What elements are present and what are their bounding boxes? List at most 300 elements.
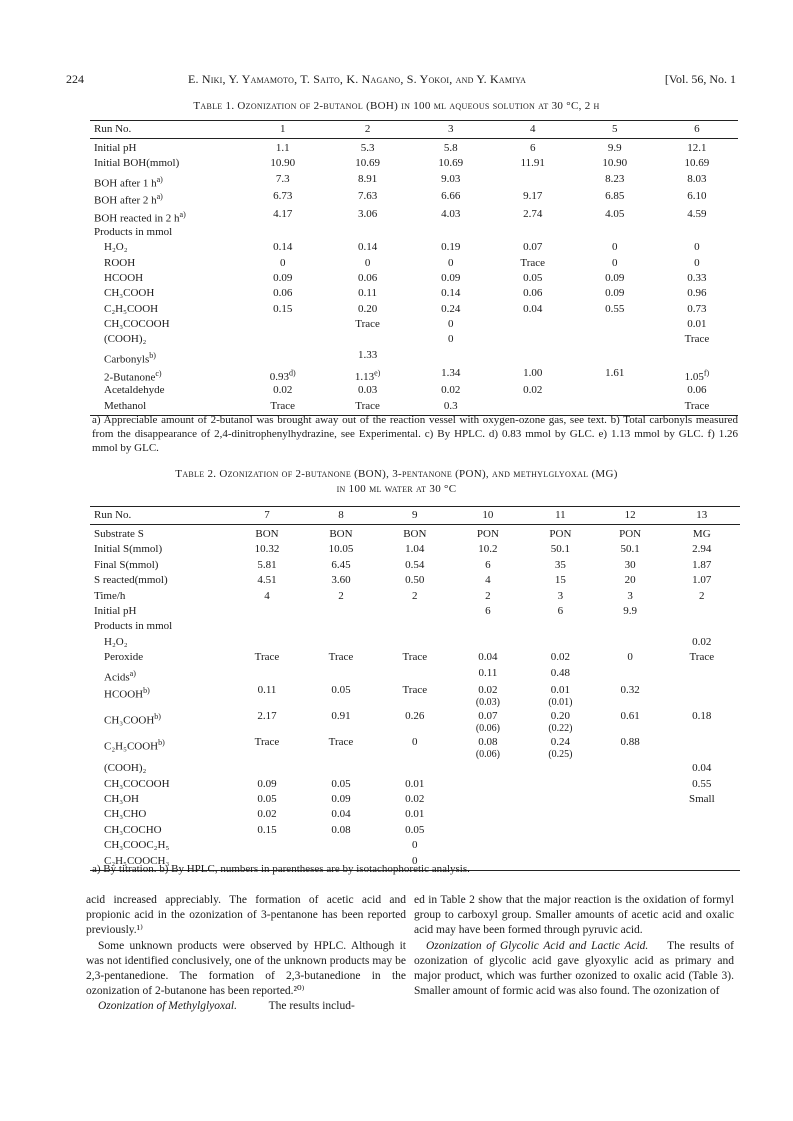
- cell-value: 0.04: [331, 808, 351, 821]
- table2-footnote-text: a) By titration. b) By HPLC, numbers in parentheses are by isotachophoretic analysis.: [92, 863, 470, 875]
- row-label: C₂H₅COOH: [104, 302, 159, 315]
- table2-caption-line2: in 100 ml water at 30 °C: [336, 483, 457, 495]
- table-cell: [410, 349, 492, 367]
- cell-value: 0.50: [405, 574, 425, 587]
- table-cell: [230, 667, 304, 685]
- cell-value: 2: [699, 589, 705, 602]
- table-row: [90, 808, 740, 823]
- table-row: [90, 157, 738, 172]
- cell-subvalue: (0.25): [548, 749, 573, 761]
- table-cell: [597, 710, 664, 736]
- table-cell: [574, 226, 656, 241]
- cell-value: 0.09: [257, 777, 277, 790]
- right-paragraph-2: [414, 939, 734, 1000]
- cell-value: 15: [554, 574, 566, 587]
- table-cell: [304, 636, 378, 651]
- table-cell: [664, 525, 740, 544]
- table-row: [90, 333, 738, 348]
- table-cell: [378, 824, 452, 839]
- cell-value: 12.1: [687, 142, 707, 154]
- table-cell: [325, 173, 409, 191]
- table-row: [90, 139, 738, 158]
- table1-col-header: 2: [325, 121, 409, 139]
- cell-value: Trace: [684, 333, 710, 346]
- table-cell: [597, 574, 664, 589]
- table-cell: [410, 257, 492, 272]
- methylglyoxal-heading: Ozonization of Methylglyoxal.: [98, 1000, 237, 1013]
- table-cell: [325, 190, 409, 208]
- cell-value: 1.04: [405, 543, 425, 556]
- table-cell: [452, 684, 524, 710]
- cell-value: 10.32: [254, 543, 280, 556]
- cell-value: 0: [612, 256, 618, 269]
- table-cell: [378, 839, 452, 854]
- row-label: C₂H₅COOCH₃: [90, 855, 230, 871]
- table2: [90, 506, 740, 871]
- row-label: Products in mmol: [94, 225, 173, 238]
- cell-value: Trace: [355, 318, 380, 331]
- table2-col-header: 7: [230, 507, 304, 525]
- table-cell: [240, 208, 325, 226]
- table-cell: [410, 139, 492, 158]
- table-row: [90, 173, 738, 191]
- cell-value: 6: [485, 604, 491, 617]
- table-row: [90, 793, 740, 808]
- table-cell: [230, 559, 304, 574]
- table-cell: [378, 778, 452, 793]
- cell-value: 4.03: [441, 208, 461, 221]
- table-cell: [492, 333, 574, 348]
- cell-value: 4.05: [605, 208, 625, 221]
- table-cell: [664, 620, 740, 635]
- table-cell: [410, 272, 492, 287]
- cell-value: 0.08: [331, 823, 351, 836]
- table-cell: [597, 620, 664, 635]
- cell-value: 0: [412, 839, 418, 852]
- table1-col-header: 5: [574, 121, 656, 139]
- cell-value: 0.04: [523, 302, 543, 315]
- row-label: BOH reacted in 2 $h^{a)}$: [94, 210, 186, 225]
- table-cell: [304, 525, 378, 544]
- table-cell: [452, 605, 524, 620]
- table-cell: [325, 241, 409, 256]
- table-cell: [230, 574, 304, 589]
- table-cell: [378, 684, 452, 710]
- cell-value: 0.20: [550, 710, 571, 723]
- table-cell: [574, 208, 656, 226]
- table-cell: [240, 241, 325, 256]
- table-cell: [240, 173, 325, 191]
- table-cell: [524, 762, 596, 777]
- table-cell: [325, 349, 409, 367]
- table-cell: [230, 605, 304, 620]
- table-cell: [597, 762, 664, 777]
- row-label: Initial S(mmol): [94, 543, 163, 556]
- table-cell: [664, 636, 740, 651]
- cell-value: 0: [412, 736, 418, 749]
- table-cell: [230, 525, 304, 544]
- cell-value: Trace: [520, 256, 546, 269]
- table-cell: [325, 333, 409, 348]
- table-cell: [574, 333, 656, 348]
- table-cell: [452, 574, 524, 589]
- table-cell: [656, 208, 738, 226]
- cell-value: BON: [403, 528, 427, 540]
- table-cell: [524, 605, 596, 620]
- table-cell: [230, 839, 304, 854]
- row-label: Carbonyls$^{b)}$: [104, 350, 156, 366]
- cell-value: 0.91: [331, 710, 351, 723]
- cell-value: 0.73: [687, 302, 707, 315]
- cell-value: 50.1: [620, 543, 640, 556]
- table-row: [90, 710, 740, 736]
- table-row: [90, 318, 738, 333]
- cell-value: Trace: [328, 651, 354, 664]
- cell-value: 0.05: [523, 271, 543, 284]
- table-cell: [452, 636, 524, 651]
- row-label: 2-Butanone$^{c)}$: [104, 368, 162, 384]
- table-cell: [664, 778, 740, 793]
- cell-value: BON: [255, 528, 279, 540]
- cell-value: 0.02: [405, 792, 425, 805]
- table-cell: [656, 190, 738, 208]
- table-cell: [410, 208, 492, 226]
- table-cell: [378, 543, 452, 558]
- table-cell: [325, 272, 409, 287]
- table-cell: [574, 349, 656, 367]
- table-cell: [230, 590, 304, 605]
- cell-value: 0.03: [357, 384, 378, 397]
- table-row: [90, 367, 738, 385]
- table-cell: [664, 684, 740, 710]
- cell-value: 0: [279, 256, 286, 269]
- cell-value: 0.01: [405, 777, 425, 790]
- row-label: Initial pH: [94, 142, 137, 154]
- table-cell: [492, 318, 574, 333]
- cell-value: 0: [447, 318, 454, 331]
- table-cell: [452, 559, 524, 574]
- cell-value: 0.18: [692, 710, 712, 723]
- cell-value: 0.32: [620, 684, 640, 697]
- cell-value: 0.15: [257, 823, 277, 836]
- table-cell: [410, 173, 492, 191]
- table-cell: [378, 793, 452, 808]
- cell-value: 0.24: [441, 302, 461, 315]
- table-row: [90, 525, 740, 544]
- table-cell: [664, 762, 740, 777]
- table-cell: [524, 824, 596, 839]
- table-cell: [410, 303, 492, 318]
- cell-value: 0.96: [687, 287, 707, 300]
- row-label: C₂H₅COOH$^{b)}$: [104, 738, 165, 753]
- table-cell: [492, 190, 574, 208]
- cell-value: 8.23: [605, 172, 625, 185]
- row-label: HCOOH$^{b)}$: [104, 686, 150, 701]
- page-number: 224: [66, 72, 84, 86]
- row-label: Methanol: [90, 400, 240, 416]
- cell-value: 2: [412, 589, 418, 602]
- table-cell: [378, 710, 452, 736]
- cell-value: 3: [627, 589, 633, 602]
- table-cell: [524, 651, 596, 666]
- table-cell: [410, 157, 492, 172]
- cell-value: 0.11: [257, 684, 277, 697]
- cell-value: 1.07: [692, 574, 712, 587]
- table-cell: [664, 574, 740, 589]
- table2-col-header: 12: [597, 507, 664, 525]
- table-cell: [230, 824, 304, 839]
- table1-caption: Table 1. Ozonization of 2-butanol (BOH) in 100 ml aqueous solution at 30 °C, 2 h: [193, 100, 600, 112]
- cell-value: 3: [557, 589, 564, 602]
- table-row: [90, 736, 740, 762]
- cell-value: 4: [264, 589, 270, 602]
- table-cell: [664, 793, 740, 808]
- cell-value: BON: [329, 528, 353, 540]
- row-label: Final S(mmol): [94, 558, 159, 571]
- cell-value: 5.81: [257, 558, 277, 571]
- row-label: Products in mmol: [94, 620, 173, 633]
- table-cell: [452, 710, 524, 736]
- table-cell: [574, 157, 656, 172]
- cell-value: 6.66: [441, 190, 461, 203]
- table-cell: [492, 349, 574, 367]
- cell-value: 0.93$^{d)}$: [269, 368, 296, 384]
- table-cell: [240, 190, 325, 208]
- cell-value: 9.03: [441, 172, 461, 185]
- table-cell: [304, 710, 378, 736]
- table-cell: [378, 808, 452, 823]
- table-row: [90, 636, 740, 651]
- table-cell: [656, 241, 738, 256]
- table-cell: [325, 303, 409, 318]
- table-cell: [304, 839, 378, 854]
- table-cell: [656, 272, 738, 287]
- table-cell: [325, 139, 409, 158]
- table-cell: [664, 710, 740, 736]
- cell-value: 20: [624, 574, 636, 587]
- table-cell: [325, 157, 409, 172]
- cell-value: 1.1: [275, 142, 290, 154]
- table-cell: [524, 559, 596, 574]
- cell-value: 0.09: [605, 271, 625, 284]
- row-label: ROOH: [104, 256, 136, 269]
- cell-value: 0.14: [441, 287, 461, 300]
- table-cell: [378, 590, 452, 605]
- table-cell: [304, 684, 378, 710]
- table-row: [90, 303, 738, 318]
- cell-value: Trace: [402, 651, 428, 664]
- cell-value: 10.69: [684, 157, 710, 170]
- cell-value: PON: [476, 528, 499, 540]
- table-row: [90, 208, 738, 226]
- table-cell: [304, 736, 378, 762]
- cell-value: 0.06: [687, 384, 707, 397]
- cell-value: 0.05: [331, 684, 351, 697]
- cell-value: 1.13$^{e)}$: [354, 368, 381, 384]
- table-cell: [410, 367, 492, 385]
- table-cell: [574, 241, 656, 256]
- table-cell: [304, 808, 378, 823]
- cell-value: 6: [485, 558, 491, 571]
- table-cell: [452, 667, 524, 685]
- cell-value: 0.14: [357, 241, 378, 254]
- table-cell: [574, 257, 656, 272]
- table-cell: [378, 559, 452, 574]
- table-cell: [492, 272, 574, 287]
- table1: [90, 120, 738, 416]
- table-row: [90, 839, 740, 854]
- cell-value: 6.10: [687, 190, 707, 203]
- table-cell: [492, 157, 574, 172]
- table-row: [90, 574, 740, 589]
- row-label: CH₃CHO: [104, 808, 147, 821]
- cell-value: Trace: [270, 399, 296, 412]
- table-cell: [664, 590, 740, 605]
- cell-value: 1.34: [441, 366, 461, 379]
- glycolic-heading: Ozonization of Glycolic Acid and Lactic Acid.: [426, 939, 649, 952]
- cell-value: PON: [549, 528, 572, 540]
- cell-value: Trace: [402, 684, 428, 697]
- table-cell: [597, 684, 664, 710]
- table-cell: [492, 367, 574, 385]
- table-cell: [410, 384, 492, 399]
- cell-value: 4.59: [687, 208, 707, 221]
- table-cell: [656, 303, 738, 318]
- table-cell: [492, 139, 574, 158]
- table-cell: [492, 384, 574, 399]
- table-cell: [230, 543, 304, 558]
- table-cell: [410, 241, 492, 256]
- table2-col-header: 10: [452, 507, 524, 525]
- cell-value: 9.9: [607, 142, 622, 154]
- table-cell: [230, 778, 304, 793]
- row-label: H₂O₂: [104, 635, 128, 648]
- table-cell: [378, 636, 452, 651]
- cell-value: 0.02: [257, 808, 277, 821]
- row-label: CH₃COOH: [104, 287, 155, 300]
- table-cell: [230, 793, 304, 808]
- cell-subvalue: (0.01): [548, 697, 573, 709]
- table2-caption: [0, 467, 793, 497]
- table-cell: [492, 208, 574, 226]
- cell-value: 1.61: [605, 366, 625, 379]
- table-cell: [325, 367, 409, 385]
- table-cell: [664, 808, 740, 823]
- cell-value: 0.05: [331, 777, 351, 790]
- cell-value: 4: [485, 574, 491, 587]
- table-cell: [524, 543, 596, 558]
- cell-value: 0.55: [692, 777, 712, 790]
- table-cell: [664, 543, 740, 558]
- cell-value: PON: [619, 528, 642, 540]
- cell-value: 0.26: [405, 710, 425, 723]
- row-label: (COOH)₂: [104, 333, 147, 346]
- cell-value: 0.02: [478, 684, 498, 697]
- table-cell: [524, 736, 596, 762]
- cell-value: 8.91: [357, 172, 378, 185]
- cell-value: 0.24: [550, 736, 571, 749]
- cell-value: 5.3: [360, 142, 375, 154]
- table-cell: [524, 778, 596, 793]
- table1-col-header: 6: [656, 121, 738, 139]
- table-cell: [597, 824, 664, 839]
- table-row: [90, 620, 740, 635]
- cell-value: 0.3: [443, 399, 458, 412]
- table-cell: [230, 762, 304, 777]
- cell-value: 2.94: [692, 543, 712, 556]
- table-row: [90, 684, 740, 710]
- table-cell: [240, 287, 325, 302]
- table-cell: [574, 303, 656, 318]
- table-cell: [452, 590, 524, 605]
- row-label: Peroxide: [104, 651, 144, 664]
- table-cell: [574, 318, 656, 333]
- table-cell: [304, 762, 378, 777]
- cell-value: Trace: [355, 399, 380, 412]
- table-cell: [304, 620, 378, 635]
- cell-value: 0: [447, 333, 454, 346]
- table-cell: [230, 736, 304, 762]
- cell-value: 0.11: [478, 666, 498, 679]
- table-cell: [656, 367, 738, 385]
- table-cell: [410, 190, 492, 208]
- left-paragraph-3-text: The results includ-: [268, 1000, 355, 1013]
- table-cell: [325, 318, 409, 333]
- cell-value: Trace: [684, 399, 710, 412]
- table1-footnote-text: a) Appreciable amount of 2-butanol was brought away out of the reaction vessel with oxygen-ozone gas, see text. b) Total carbonyls measured from the disappearance of 2,4-dinitrophenylhydrazine, see Experimental. c) By HPLC. d) 0.83 mmol by GLC. e) 1.13 mmol by GLC. f) 1.26 mmol by GLC.: [92, 414, 738, 454]
- table-cell: [524, 574, 596, 589]
- table-cell: [304, 667, 378, 685]
- table-cell: [452, 543, 524, 558]
- table-cell: [410, 226, 492, 241]
- cell-value: 0.07: [478, 710, 498, 723]
- cell-value: 0.02: [692, 635, 712, 648]
- table-row: [90, 287, 738, 302]
- cell-value: 6: [530, 142, 536, 154]
- cell-value: 2: [485, 589, 491, 602]
- cell-value: 35: [554, 558, 566, 571]
- cell-value: 50.1: [550, 543, 571, 556]
- cell-value: 0.04: [478, 651, 498, 664]
- table-cell: [230, 620, 304, 635]
- cell-value: 1.33: [357, 348, 378, 361]
- cell-value: 0.07: [523, 241, 543, 254]
- table-cell: [524, 667, 596, 685]
- table-cell: [574, 367, 656, 385]
- volume-info: [Vol. 56, No. 1: [664, 72, 736, 86]
- table-cell: [325, 287, 409, 302]
- row-label: BOH after 2 $h^{a)}$: [94, 192, 163, 208]
- cell-value: 10.05: [328, 543, 354, 556]
- table-cell: [240, 367, 325, 385]
- cell-value: 0: [364, 256, 371, 269]
- cell-value: 0: [627, 651, 633, 664]
- table-cell: [230, 808, 304, 823]
- table-row: [90, 778, 740, 793]
- row-label: (COOH)₂: [104, 762, 147, 775]
- table-cell: [574, 384, 656, 399]
- table-cell: [597, 651, 664, 666]
- table-row: [90, 543, 740, 558]
- cell-value: MG: [692, 528, 711, 540]
- table-cell: [664, 736, 740, 762]
- cell-value: 11.91: [520, 157, 545, 170]
- cell-value: 9.17: [523, 190, 543, 203]
- table-cell: [524, 710, 596, 736]
- table-cell: [304, 793, 378, 808]
- table-cell: [656, 139, 738, 158]
- row-label: Initial pH: [94, 604, 137, 617]
